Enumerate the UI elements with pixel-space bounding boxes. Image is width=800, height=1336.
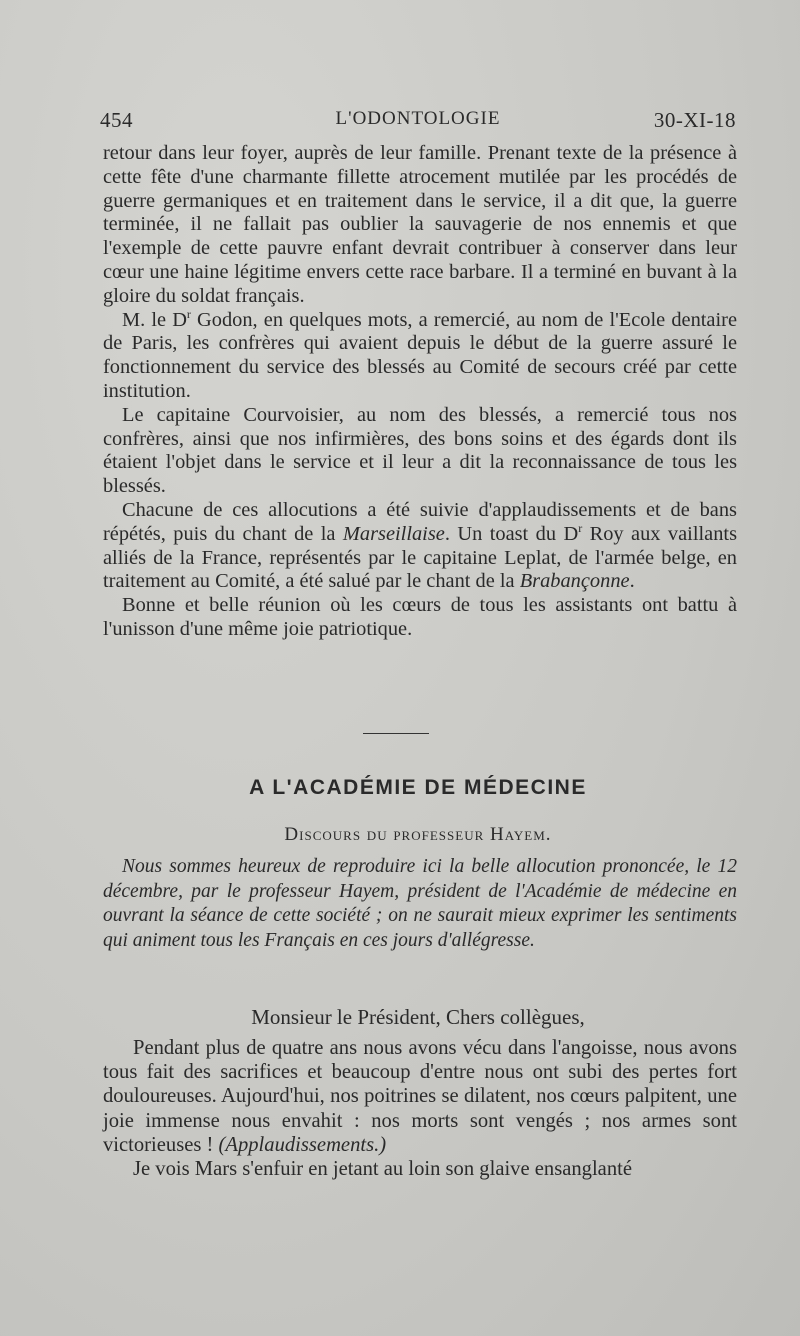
p2-text-a: M. le D bbox=[122, 308, 187, 331]
paragraph-1: retour dans leur foyer, auprès de leur famille. Prenant texte de la présence à cette fête d'une charmante fillette atrocement mutilée par les procédés de guerre germaniques et en traitement dans le service, il a dit que, la guerre terminée, il ne fallait pas oublier la sauvagerie de nos ennemis et que l'exemple de cette pauvre enfant devrait contribuer à conserver dans leur cœur une haine légitime envers cette race barbare. Il a terminé en buvant à la gloire du soldat français. bbox=[103, 142, 737, 307]
speech-paragraph-2: Je vois Mars s'enfuir en jetant au loin son glaive ensanglanté bbox=[133, 1158, 632, 1181]
section-subtitle: Discours du professeur Hayem. bbox=[284, 824, 552, 845]
article-body bbox=[103, 142, 737, 642]
p4-text-d: . bbox=[629, 570, 635, 593]
speech-p1-text: Pendant plus de quatre ans nous avons vécu dans l'angoisse, nous avons tous fait des sacrifices et beaucoup d'entre nous ont subi des pertes fort douloureuses. Aujourd'hui, nos poitrines se dilatent, nos cœurs palpitent, une joie immense nous envahit : nos morts sont vengés ; nos armes sont victorieuses ! bbox=[103, 1037, 737, 1156]
section-divider bbox=[363, 733, 429, 734]
p2-text-b: Godon, en quelques mots, a remercié, au nom de l'Ecole dentaire de Paris, les confrères qui avaient depuis le début de la guerre assuré le fonctionnement du service des blessés au Comité de secours créé par cette institution. bbox=[103, 308, 737, 402]
speech-paragraph-1 bbox=[103, 1036, 737, 1157]
intro-paragraph: Nous sommes heureux de reproduire ici la belle allocution prononcée, le 12 décembre, par le professeur Hayem, président de l'Académie de médecine en ouvrant la séance de cette société ; on ne saurait mieux exprimer les sentiments qui animent tous les Français en ces jours d'allégresse. bbox=[103, 856, 737, 951]
p4-italic-marseillaise: Marseillaise bbox=[342, 522, 445, 545]
section-title: A L'ACADÉMIE DE MÉDECINE bbox=[249, 776, 587, 799]
paragraph-4 bbox=[103, 499, 737, 594]
paragraph-2 bbox=[103, 306, 737, 404]
journal-title: L'ODONTOLOGIE bbox=[335, 108, 501, 129]
p4-text-a: Chacune de ces allocutions a été suivie d'applaudissements et de bans répétés, puis du chant de la bbox=[103, 498, 737, 545]
p4-superscript: r bbox=[578, 520, 583, 535]
editorial-intro bbox=[103, 855, 737, 953]
p4-italic-brabanconne: Brabançonne bbox=[519, 570, 630, 593]
running-head bbox=[100, 108, 736, 138]
p4-text-b: . Un toast du D bbox=[444, 522, 579, 545]
p2-superscript: r bbox=[186, 306, 191, 321]
speech-body bbox=[103, 1036, 737, 1181]
issue-date: 30-XI-18 bbox=[653, 108, 736, 132]
paragraph-3: Le capitaine Courvoisier, au nom des blessés, a remercié tous nos confrères, ainsi que nos infirmières, des bons soins et des égards dont ils étaient l'objet dans le service et il leur a dit la reconnaissance de tous les blessés. bbox=[103, 403, 737, 498]
speech-salutation: Monsieur le Président, Chers collègues, bbox=[251, 1005, 585, 1029]
speech-p1-applause: (Applaudissements.) bbox=[218, 1133, 387, 1156]
paragraph-5: Bonne et belle réunion où les cœurs de tous les assistants ont battu à l'unisson d'une même joie patriotique. bbox=[103, 594, 737, 640]
p4-text-c: Roy aux vaillants alliés de la France, représentés par le capitaine Leplat, de l'armée belge, en traitement au Comité, a été salué par le chant de la bbox=[103, 522, 737, 593]
page-number: 454 bbox=[100, 108, 133, 132]
